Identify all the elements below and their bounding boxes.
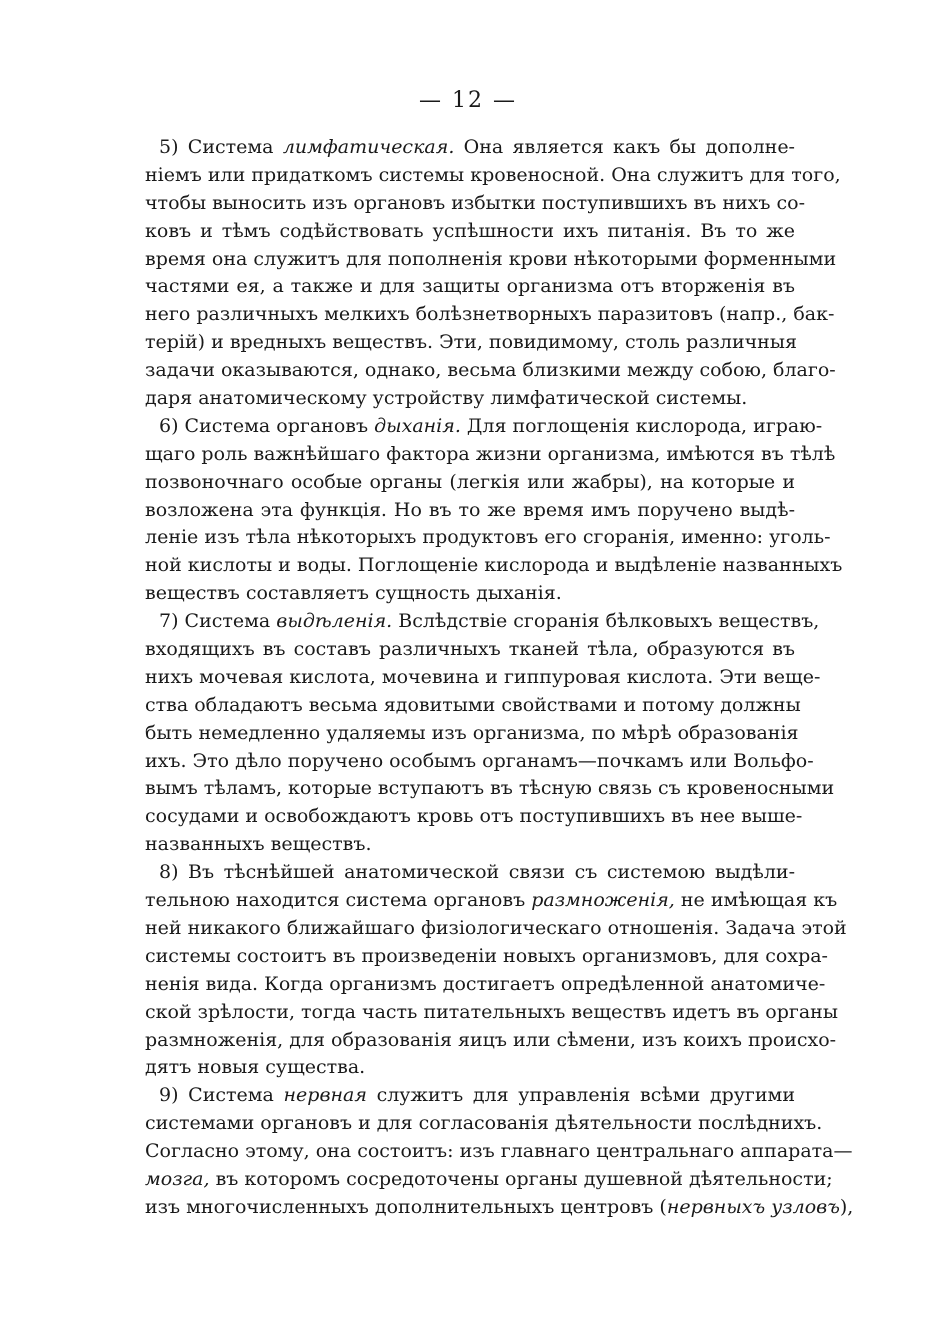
text-run: Вслѣдствіе сгоранія бѣлковыхъ веществъ, [392,610,820,633]
text-run: веществъ составляетъ сущность дыханія. [145,582,562,605]
text-run: него различныхъ мелкихъ болѣзнетворныхъ паразитовъ (напр., бак- [145,303,835,326]
text-run: ненія вида. Когда организмъ достигаетъ опредѣленной анатомиче- [145,972,826,995]
text-line [145,1027,837,1055]
italic-term: мозга, [145,1167,210,1190]
text-line [145,441,836,469]
text-run: леніе изъ тѣла нѣкоторыхъ продуктовъ его сгоранія, именно: уголь- [145,526,831,549]
text-run: вымъ тѣламъ, которые вступаютъ въ тѣсную связь съ кровеносными [145,777,835,800]
text-run: названныхъ веществъ. [145,833,372,856]
text-line [145,803,803,831]
text-run: задачи оказываются, однако, весьма близкими между собою, благо- [145,359,836,382]
text-line [145,329,795,357]
text-line [145,971,826,999]
text-run: чтобы выносить изъ органовъ избытки поступившихъ въ нихъ со- [145,191,805,214]
text-line [145,636,795,664]
text-run: Согласно этому, она состоитъ: изъ главнаго центральнаго аппарата— [145,1140,853,1163]
text-line [145,524,831,552]
text-run: въ которомъ сосредоточены органы душевной дѣятельности; [209,1167,833,1190]
text-run: 6) Система органовъ [159,414,375,437]
text-run: нихъ мочевая кислота, мочевина и гиппуровая кислота. Эти веще- [145,665,821,688]
text-run: 9) Система [159,1084,284,1107]
text-line [145,748,814,776]
text-line [145,134,795,162]
text-line [145,859,795,887]
text-run: быть немедленно удаляемы изъ организма, по мѣрѣ образованія [145,721,799,744]
text-run: служитъ для управленія всѣми другими [366,1084,795,1107]
text-run: ной кислоты и воды. Поглощеніе кислорода и выдѣленіе названныхъ [145,554,843,577]
text-run: размноженія, для образованія яицъ или сѣмени, изъ коихъ происхо- [145,1028,837,1051]
text-run: позвоночнаго особые органы (легкія или жабры), на которые и [145,470,795,493]
text-line [145,218,795,246]
text-line [145,692,801,720]
page-body-text [145,134,854,1222]
text-line [145,552,843,580]
text-line [145,162,841,190]
italic-term: лимфатическая. [282,136,455,158]
text-line [145,664,821,692]
italic-term: дыханія. [374,414,461,437]
text-line [145,1054,795,1082]
text-run: терій) и вредныхъ веществъ. Эти, повидимому, столь различныя [145,331,797,354]
text-run: возложена эта функція. Но въ то же время имъ поручено выдѣ- [145,498,795,521]
text-line [145,469,795,497]
italic-term: размноженія, [531,889,675,912]
text-line [145,190,805,218]
text-run: ), [839,1195,854,1218]
text-run: время она служитъ для пополненія крови нѣкоторыми форменными [145,247,837,270]
text-run: Для поглощенія кислорода, играю- [460,414,823,437]
text-run: 7) Система [159,610,277,633]
text-line [145,887,838,915]
text-run: не имѣющая къ [674,889,838,912]
text-line [145,915,847,943]
text-line [145,999,838,1027]
text-run: входящихъ въ составъ различныхъ тканей тѣла, образуются въ [145,638,795,661]
text-line [145,580,795,608]
text-line [145,775,835,803]
text-line [145,413,823,441]
text-run: изъ многочисленныхъ дополнительныхъ центровъ ( [145,1195,667,1218]
text-line [145,608,820,636]
text-line [145,1138,853,1166]
text-run: системы состоитъ въ произведеніи новыхъ организмовъ, для сохра- [145,944,828,967]
italic-term: выдѣленія. [276,610,393,633]
text-run: даря анатомическому устройству лимфатической системы. [145,387,748,410]
text-run: 5) Система [159,136,283,158]
text-line [145,1166,833,1194]
text-line [145,1082,795,1110]
text-run: Она является какъ бы дополне- [454,136,795,158]
text-line [145,273,795,301]
page-number: — 12 — [419,88,517,113]
text-line [145,497,795,525]
text-run: системами органовъ и для согласованія дѣятельности послѣднихъ. [145,1112,823,1135]
text-line [145,1110,823,1138]
text-run: ніемъ или придаткомъ системы кровеносной. Она служитъ для того, [145,163,841,186]
text-line [145,720,799,748]
text-run: ихъ. Это дѣло поручено особымъ органамъ—почкамъ или Вольфо- [145,749,814,772]
text-run: ковъ и тѣмъ содѣйствовать успѣшности ихъ питанія. Въ то же [145,219,795,242]
text-line [145,831,795,859]
text-line [145,943,828,971]
italic-term: нервныхъ узловъ [666,1195,840,1218]
text-line [145,246,837,274]
text-run: тельною находится система органовъ [145,889,532,912]
text-line [145,1194,854,1222]
text-run: 8) Въ тѣснѣйшей анатомической связи съ системою выдѣли- [159,861,795,884]
italic-term: нервная [283,1084,367,1107]
text-run: щаго роль важнѣйшаго фактора жизни организма, имѣются въ тѣлѣ [145,442,836,465]
text-run: ской зрѣлости, тогда часть питательныхъ веществъ идетъ въ органы [145,1000,838,1023]
text-run: ства обладаютъ весьма ядовитыми свойствами и потому должны [145,693,801,716]
text-run: дятъ новыя существа. [145,1056,366,1079]
text-line [145,301,835,329]
text-line [145,385,795,413]
text-run: ней никакого ближайшаго физіологическаго отношенія. Задача этой [145,916,847,939]
text-run: сосудами и освобождаютъ кровь отъ поступившихъ въ нее выше- [145,805,803,828]
text-run: частями ея, а также и для защиты организма отъ вторженія въ [145,275,795,298]
text-line [145,357,836,385]
